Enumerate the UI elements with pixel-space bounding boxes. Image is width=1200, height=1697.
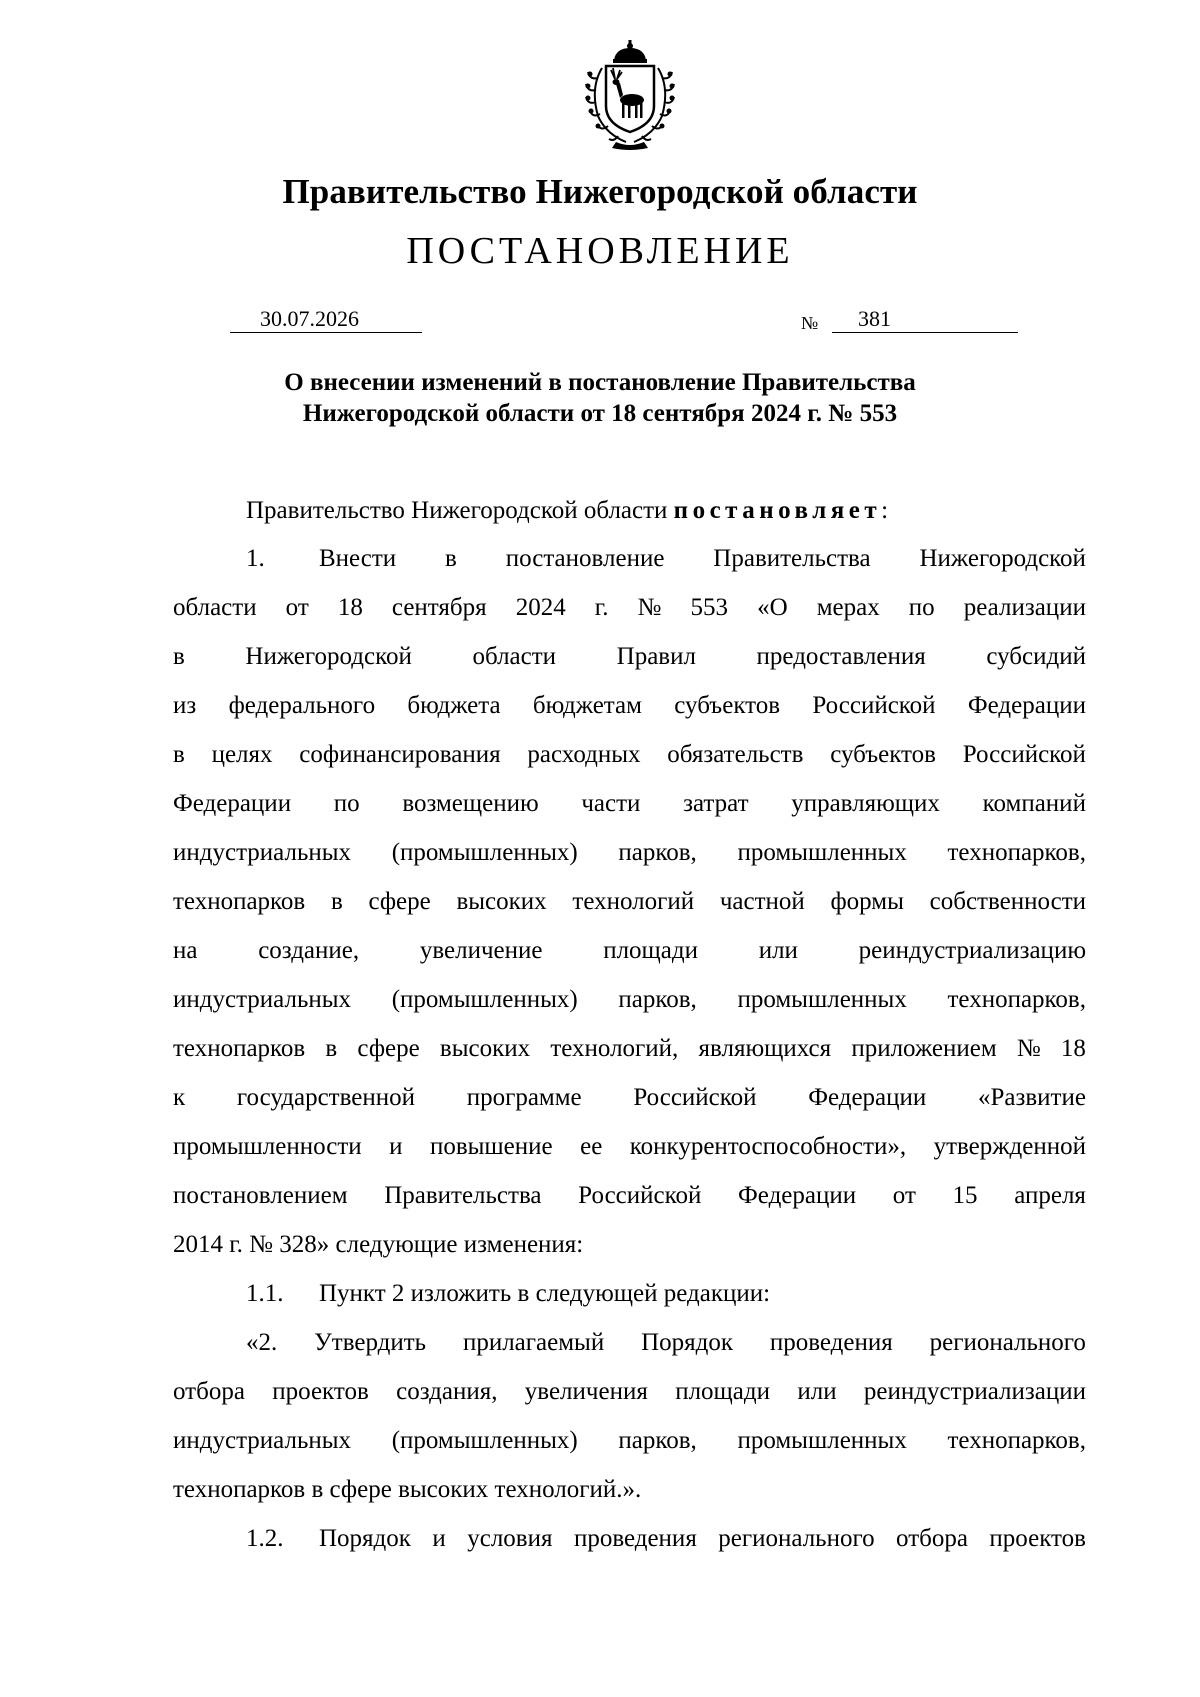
word: федерального [228,692,376,719]
word: высоких [439,1035,531,1062]
word: увеличения [524,1378,648,1405]
word: предоставления [756,643,926,670]
preamble [246,497,1159,525]
word: обязательств [667,741,804,768]
word: части [581,790,641,817]
word: в [325,1035,338,1062]
word: или [797,1378,837,1405]
word: Федерации [738,1182,857,1209]
word: (промышленных) [391,839,578,866]
word: или [758,937,798,964]
word: компаний [982,790,1086,817]
word: создания, [396,1378,498,1405]
word: промышленных [737,986,907,1013]
item-1-line-14 [173,1182,1086,1210]
word: парков, [618,839,697,866]
item-1-line-10 [173,986,1086,1014]
item-1-line-13 [173,1133,1086,1161]
item-1-line-15: 2014 г. № 328» следующие изменения: [173,1231,584,1258]
word: проектов [989,1525,1086,1552]
word: постановлением [173,1182,348,1209]
word: (промышленных) [391,986,578,1013]
item-1-line-12 [173,1084,1086,1112]
word: технопарков [173,1035,306,1062]
word: технопарков, [947,839,1086,866]
document-title-line-1: О внесении изменений в постановление Правительства [284,369,916,396]
item-1-line-5 [173,741,1086,769]
word: технологий, [550,1035,679,1062]
word: Утвердить [314,1329,427,1356]
quote-line-4: технопарков в сфере высоких технологий.». [173,1476,642,1503]
word: субсидий [986,643,1086,670]
item-1-2-text [319,1525,1086,1553]
word: области [472,643,557,670]
word: реиндустриализацию [858,937,1086,964]
word: сентября [391,594,487,621]
word: промышленности [173,1133,362,1160]
item-1-line-11 [173,1035,1086,1063]
item-1-line-8 [173,888,1086,916]
word: технопарков [173,888,306,915]
document-date: 30.07.2026 [260,306,359,331]
item-1-line-2 [173,594,1086,622]
word: площади [675,1378,770,1405]
word: по [333,790,360,817]
word: проведения [573,1525,697,1552]
word: частной [719,888,805,915]
word: парков, [618,1427,697,1454]
word: области [173,594,257,621]
word: бюджета [407,692,501,719]
word: софинансирования [299,741,501,768]
word: Российской [578,1182,702,1209]
item-1-line-6 [173,790,1086,818]
word: проектов [272,1378,369,1405]
word: Российской [812,692,936,719]
word: индустриальных [173,839,352,866]
word: (промышленных) [391,1427,578,1454]
word: Федерации [967,692,1086,719]
item-1-2-number: 1.2. [246,1525,284,1552]
preamble-colon: : [881,497,889,524]
word: Нижегородской [245,643,412,670]
word: г. [594,594,609,621]
item-1-line-1 [319,545,1086,573]
number-sign: № [801,313,819,333]
item-1-number: 1. [246,545,265,572]
item-1-1-number: 1.1. [246,1280,284,1307]
word: постановление [505,545,665,572]
item-1-line-4 [173,692,1086,720]
word: и [432,1525,446,1552]
word: проведения [769,1329,893,1356]
word: сфере [357,1035,420,1062]
document-type: ПОСТАНОВЛЕНИЕ [406,230,794,272]
word: субъектов [674,692,781,719]
word: 15 [952,1182,978,1209]
word: управляющих [791,790,940,817]
word: парков, [618,986,697,1013]
word: собственности [929,888,1086,915]
number-field [832,306,1018,333]
item-1-1-text: Пункт 2 изложить в следующей редакции: [319,1280,771,1307]
word: затрат [683,790,749,817]
word: от [285,594,309,621]
word: индустриальных [173,1427,352,1454]
word: мерах [816,594,880,621]
word: реализации [963,594,1086,621]
item-1-line-3 [173,643,1086,671]
word: регионального [929,1329,1086,1356]
word: и [389,1133,403,1160]
word: прилагаемый [462,1329,605,1356]
preamble-text: Правительство Нижегородской области [246,497,674,524]
word: 18 [337,594,363,621]
word: по [908,594,935,621]
word: из [173,692,197,719]
word: регионального [718,1525,875,1552]
word: ее [580,1133,603,1160]
word: сфере [368,888,431,915]
word: «Развитие [977,1084,1086,1111]
word: в [445,545,457,572]
word: индустриальных [173,986,352,1013]
word: № [1016,1035,1041,1062]
word: площади [603,937,698,964]
word: расходных [527,741,641,768]
word: являющихся [698,1035,832,1062]
word: Правительства [713,545,871,572]
word: 553 [690,594,728,621]
word: к [173,1084,186,1111]
word: Правил [616,643,696,670]
word: Правительства [384,1182,542,1209]
word: Федерации [173,790,292,817]
word: Порядок [641,1329,734,1356]
word: «2. [246,1329,278,1356]
word: «О [757,594,788,621]
word: формы [830,888,904,915]
word: реиндустриализации [863,1378,1086,1405]
word: субъектов [830,741,936,768]
word: 2024 [515,594,566,621]
word: Нижегородской [919,545,1086,572]
document-number: 381 [858,306,891,331]
word: в [330,888,343,915]
date-field [230,306,422,333]
word: 18 [1060,1035,1086,1062]
word: Порядок [319,1525,411,1552]
quote-line-1 [246,1329,1086,1357]
decree-word: постановляет [673,497,882,524]
word: от [892,1182,916,1209]
word: приложением [851,1035,997,1062]
word: Российской [962,741,1086,768]
word: государственной [236,1084,416,1111]
word: Российской [633,1084,757,1111]
word: апреля [1014,1182,1086,1209]
word: технологий [572,888,695,915]
word: программе [466,1084,582,1111]
word: Федерации [808,1084,927,1111]
word: Внести [319,545,397,572]
word: технопарков, [947,986,1086,1013]
word: промышленных [737,1427,907,1454]
word: создание, [258,937,360,964]
word: целях [211,741,273,768]
item-1-line-7 [173,839,1086,867]
word: № [637,594,662,621]
word: технопарков, [947,1427,1086,1454]
word: в [173,643,185,670]
organization-name: Правительство Нижегородской области [282,172,918,211]
word: конкурентоспособности», [629,1133,907,1160]
document-title-line-2: Нижегородской области от 18 сентября 2024 г. № 553 [302,400,898,427]
word: отбора [173,1378,245,1405]
word: на [173,937,198,964]
word: возмещению [402,790,539,817]
item-1-line-9 [173,937,1086,965]
word: увеличение [419,937,543,964]
word: отбора [896,1525,968,1552]
word: условия [467,1525,553,1552]
word: в [173,741,185,768]
coat-of-arms-emblem [576,38,684,150]
word: повышение [429,1133,553,1160]
word: высоких [456,888,547,915]
quote-line-2 [173,1378,1086,1406]
word: бюджетам [532,692,642,719]
quote-line-3 [173,1427,1086,1455]
word: утвержденной [933,1133,1086,1160]
word: промышленных [737,839,907,866]
